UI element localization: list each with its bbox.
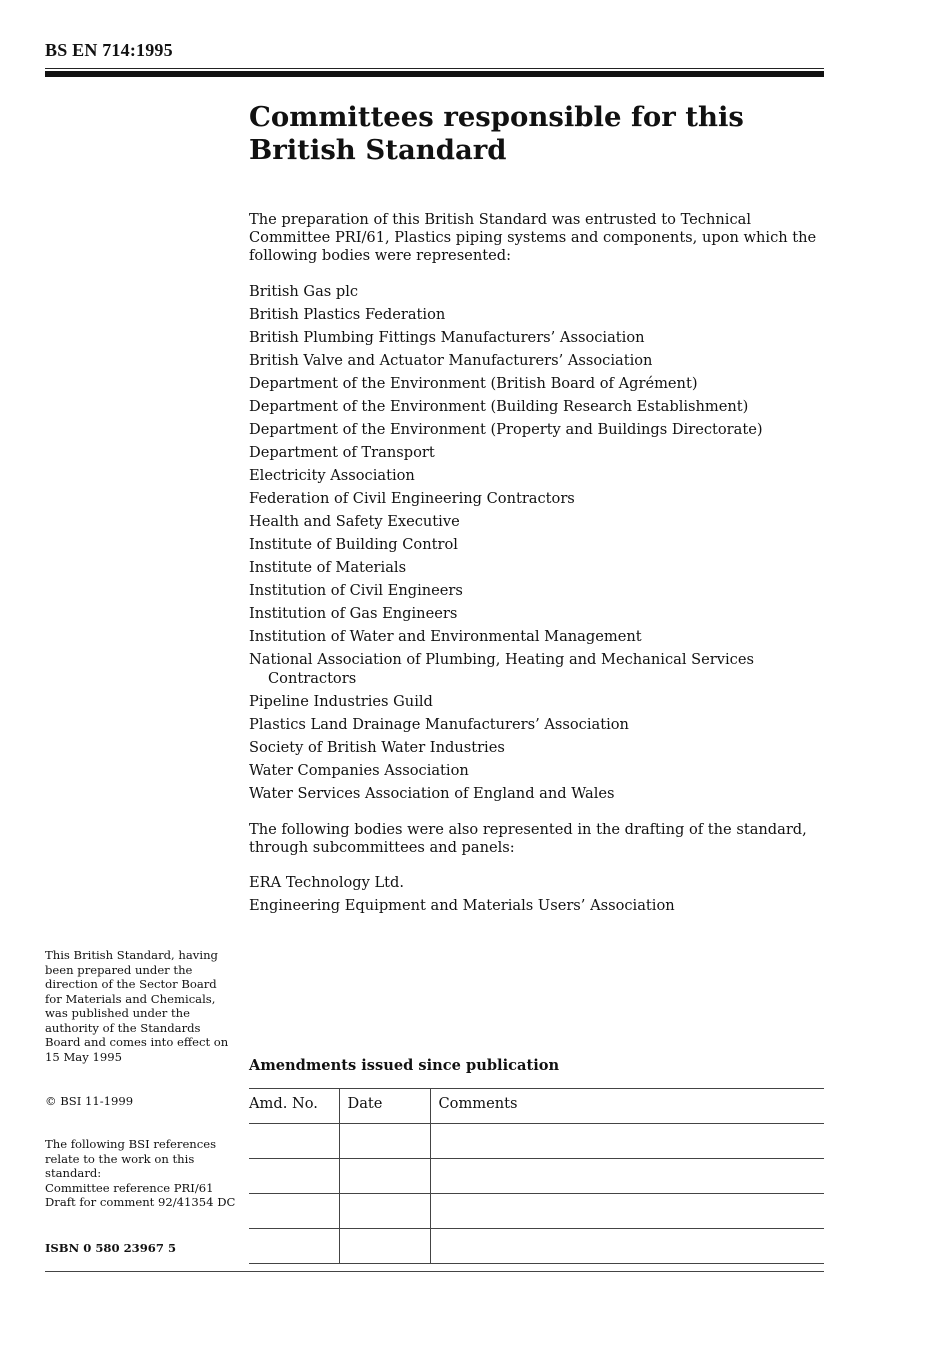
list-item: Institution of Gas Engineers [249, 605, 458, 622]
table-cell [249, 1124, 339, 1159]
also-represented-list [249, 873, 824, 919]
table-cell [339, 1194, 430, 1229]
column-header-date: Date [339, 1089, 430, 1124]
amendments-table [249, 1088, 824, 1264]
header-rule-thin [45, 68, 824, 69]
intro-paragraph: The preparation of this British Standard was entrusted to Technical Committee PRI/61, Plastics piping systems and components, upon which the following bodies were represented: [249, 211, 817, 264]
list-item: Water Companies Association [249, 762, 469, 779]
draft-reference: Draft for comment 92/41354 DC [45, 1195, 236, 1209]
table-cell [430, 1124, 824, 1159]
table-cell [430, 1194, 824, 1229]
list-item: Health and Safety Executive [249, 513, 460, 530]
list-item: Electricity Association [249, 467, 415, 484]
list-item: Department of the Environment (Property and Buildings Directorate) [249, 421, 763, 438]
list-item: British Plastics Federation [249, 306, 446, 323]
table-cell [339, 1229, 430, 1264]
amendments-heading: Amendments issued since publication [249, 1057, 560, 1074]
column-header-amd-no: Amd. No. [249, 1089, 339, 1124]
table-cell [430, 1229, 824, 1264]
list-item: British Gas plc [249, 283, 359, 300]
list-item: Institution of Water and Environmental Management [249, 628, 642, 645]
list-item: British Plumbing Fittings Manufacturers’ Association [249, 329, 645, 346]
doc-id: BS EN 714:1995 [45, 40, 173, 60]
list-item: Plastics Land Drainage Manufacturers’ Association [249, 716, 629, 733]
copyright-note: © BSI 11-1999 [45, 1094, 134, 1108]
table-cell [339, 1124, 430, 1159]
list-item: Institution of Civil Engineers [249, 582, 463, 599]
footer-rule [45, 1271, 824, 1272]
list-item: Department of the Environment (Building Research Establishment) [249, 398, 749, 415]
list-item: ERA Technology Ltd. [249, 874, 405, 891]
list-item: Department of Transport [249, 444, 435, 461]
list-item: Institute of Materials [249, 559, 407, 576]
committee-reference: Committee reference PRI/61 [45, 1180, 214, 1195]
also-represented-paragraph: The following bodies were also represented in the drafting of the standard, through subcommittees and panels: [249, 821, 807, 856]
table-cell [430, 1159, 824, 1194]
references-intro: The following BSI references relate to the work on this standard: [45, 1137, 217, 1180]
header-rule-thick [45, 71, 824, 77]
isbn: ISBN 0 580 23967 5 [45, 1241, 177, 1255]
list-item: Institute of Building Control [249, 536, 458, 553]
table-row [249, 1159, 824, 1194]
list-item: Engineering Equipment and Materials Users’ Association [249, 897, 675, 914]
list-item: Department of the Environment (British Board of Agrément) [249, 375, 698, 392]
table-cell [249, 1194, 339, 1229]
list-item: British Valve and Actuator Manufacturers’ Association [249, 352, 653, 369]
table-row [249, 1229, 824, 1264]
table-cell [249, 1229, 339, 1264]
represented-bodies-list [249, 282, 824, 807]
page-title: Committees responsible for this British Standard [249, 101, 744, 166]
list-item: Water Services Association of England and Wales [249, 785, 615, 802]
table-header-row [249, 1089, 824, 1124]
bsi-references [45, 1137, 240, 1210]
table-row [249, 1194, 824, 1229]
list-item: National Association of Plumbing, Heating and Mechanical Services Contractors [249, 651, 754, 687]
list-item: Federation of Civil Engineering Contractors [249, 490, 575, 507]
table-cell [249, 1159, 339, 1194]
column-header-comments: Comments [430, 1089, 824, 1124]
list-item: Pipeline Industries Guild [249, 693, 433, 710]
publication-note: This British Standard, having been prepared under the direction of the Sector Board for Materials and Chemicals, was published under the authority of the Standards Board and comes into effect on 15 May 1995 [45, 948, 229, 1064]
table-cell [339, 1159, 430, 1194]
list-item: Society of British Water Industries [249, 739, 505, 756]
table-row [249, 1124, 824, 1159]
